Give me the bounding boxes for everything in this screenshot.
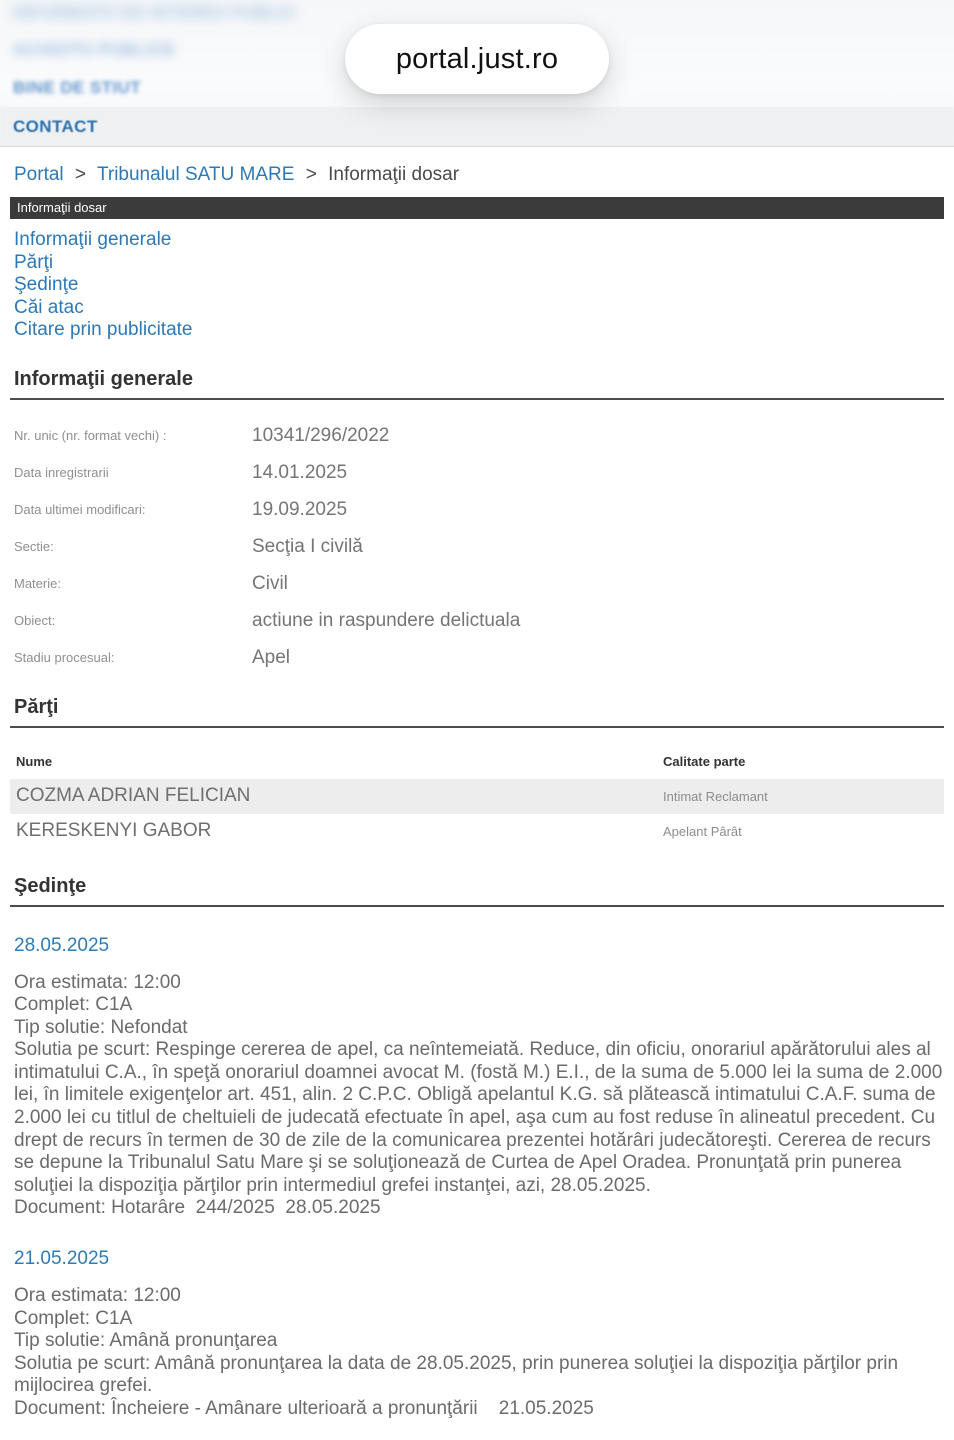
parties-table-header: [10, 754, 944, 779]
nav-link-cai-atac[interactable]: Căi atac: [14, 296, 84, 318]
session-solutia-pe-scurt: Solutia pe scurt: Amână pronunţarea la data de 28.05.2025, prin punerea soluţiei la dispoziţia părţilor prin mijlocirea grefei.: [14, 1352, 904, 1397]
session-complet: Complet: C1A: [14, 1307, 133, 1329]
field-label: Stadiu procesual:: [14, 649, 115, 665]
nav-link-citare-publicitate[interactable]: Citare prin publicitate: [14, 319, 193, 340]
page-content: [0, 164, 954, 1421]
field-row-stadiu: [14, 646, 944, 670]
breadcrumb-current: Informaţii dosar: [328, 164, 460, 185]
session-tip-solutie: Tip solutie: Amână pronunţarea: [14, 1330, 278, 1352]
heading-parti: Părţi: [10, 696, 944, 728]
parties-table: [10, 754, 944, 849]
field-value: Apel: [252, 646, 291, 668]
party-name: COZMA ADRIAN FELICIAN: [16, 785, 251, 806]
session-document: Document: Încheiere - Amânare ulterioară a pronunţării 21.05.2025: [14, 1398, 594, 1419]
field-label: Nr. unic (nr. format vechi) :: [14, 427, 167, 443]
field-row-data-modificari: [14, 498, 944, 522]
field-row-obiect: [14, 609, 944, 633]
party-role: Intimat Reclamant: [663, 788, 768, 804]
field-row-sectie: [14, 535, 944, 559]
field-label: Data ultimei modificari:: [14, 501, 146, 517]
field-value: Secţia I civilă: [252, 535, 363, 557]
menu-item-contact[interactable]: CONTACT: [0, 107, 954, 146]
nav-link-parti[interactable]: Părţi: [14, 251, 54, 273]
breadcrumb-link-portal[interactable]: Portal: [14, 164, 64, 185]
page-nav: [10, 229, 944, 342]
menu-item-informatii-interes-public[interactable]: INFORMATII DE INTERES PUBLIC: [13, 3, 297, 22]
session-tip-solutie: Tip solutie: Nefondat: [14, 1016, 188, 1038]
field-label: Materie:: [14, 575, 61, 591]
session-complet: Complet: C1A: [14, 994, 133, 1016]
menu-item-achizitii-publice[interactable]: ACHIZITII PUBLICE: [13, 40, 176, 59]
session-details: [14, 1285, 944, 1421]
field-value: actiune in raspundere delictuala: [252, 609, 521, 631]
field-row-materie: [14, 572, 944, 596]
session-ora-estimata: Ora estimata: 12:00: [14, 971, 181, 993]
field-row-data-inregistrarii: [14, 461, 944, 485]
heading-sedinte: Şedinţe: [10, 875, 944, 907]
breadcrumb-separator: >: [74, 164, 87, 185]
table-row: [10, 779, 944, 814]
breadcrumb-separator: >: [305, 164, 317, 185]
column-header-nume: Nume: [16, 753, 53, 769]
session-date-link[interactable]: 21.05.2025: [14, 1248, 110, 1270]
party-name: KERESKENYI GABOR: [16, 820, 212, 841]
general-info-fields: [10, 424, 944, 670]
breadcrumb: [10, 164, 944, 186]
field-label: Data inregistrarii: [14, 464, 109, 480]
nav-link-sedinte[interactable]: Şedinţe: [14, 274, 79, 295]
table-row: [10, 814, 944, 849]
session-date-link[interactable]: 28.05.2025: [14, 934, 110, 956]
session-document: Document: Hotarâre 244/2025 28.05.2025: [14, 1197, 381, 1219]
field-value: 19.09.2025: [252, 498, 348, 520]
menu-item-bine-de-stiut[interactable]: BINE DE STIUT: [13, 78, 141, 97]
url-address-pill[interactable]: portal.just.ro: [345, 24, 609, 94]
heading-informatii-generale: Informaţii generale: [10, 368, 944, 400]
session-block: [10, 1220, 944, 1421]
field-label: Sectie:: [14, 538, 54, 554]
party-role: Apelant Pârât: [663, 823, 742, 839]
field-value: Civil: [252, 572, 288, 594]
nav-link-informatii-generale[interactable]: Informaţii generale: [14, 229, 172, 250]
section-title-bar: Informaţii dosar: [10, 197, 944, 219]
column-header-calitate-parte: Calitate parte: [663, 753, 746, 769]
field-value: 10341/296/2022: [252, 424, 390, 446]
session-block: [10, 907, 948, 1221]
field-label: Obiect:: [14, 612, 56, 628]
session-ora-estimata: Ora estimata: 12:00: [14, 1285, 181, 1307]
field-value: 14.01.2025: [252, 461, 348, 483]
session-solutia-pe-scurt: Solutia pe scurt: Respinge cererea de apel, ca neîntemeiată. Reduce, din oficiu, onorariul apărătorului ales al intimatului C.A., în speţă onorariul doamnei avocat M. (fostă M.) E.I., de la suma de 5.000 lei la suma de 2.000 lei, în limitele exigenţelor art. 451, alin. 2 C.P.C. Obligă apelantul K.G. să plătească intimatului C.A.F. suma de 2.000 lei cu titlul de cheltuieli de judecată efectuate în apel, aşa cum au fost reduse în alineatul precedent. Cu drept de recurs în termen de 30 de zile de la comunicarea prezentei hotărâri judecătoreşti. Cererea de recurs se depune la Tribunalul Satu Mare şi se soluţionează de Curtea de Apel Oradea. Pronunţată prin punerea soluţiei la dispoziţia părţilor prin intermediul grefei instanţei, azi, 28.05.2025.: [14, 1039, 948, 1196]
field-row-nr-unic: [14, 424, 944, 448]
breadcrumb-link-court[interactable]: Tribunalul SATU MARE: [96, 164, 295, 185]
session-details: [14, 971, 948, 1221]
